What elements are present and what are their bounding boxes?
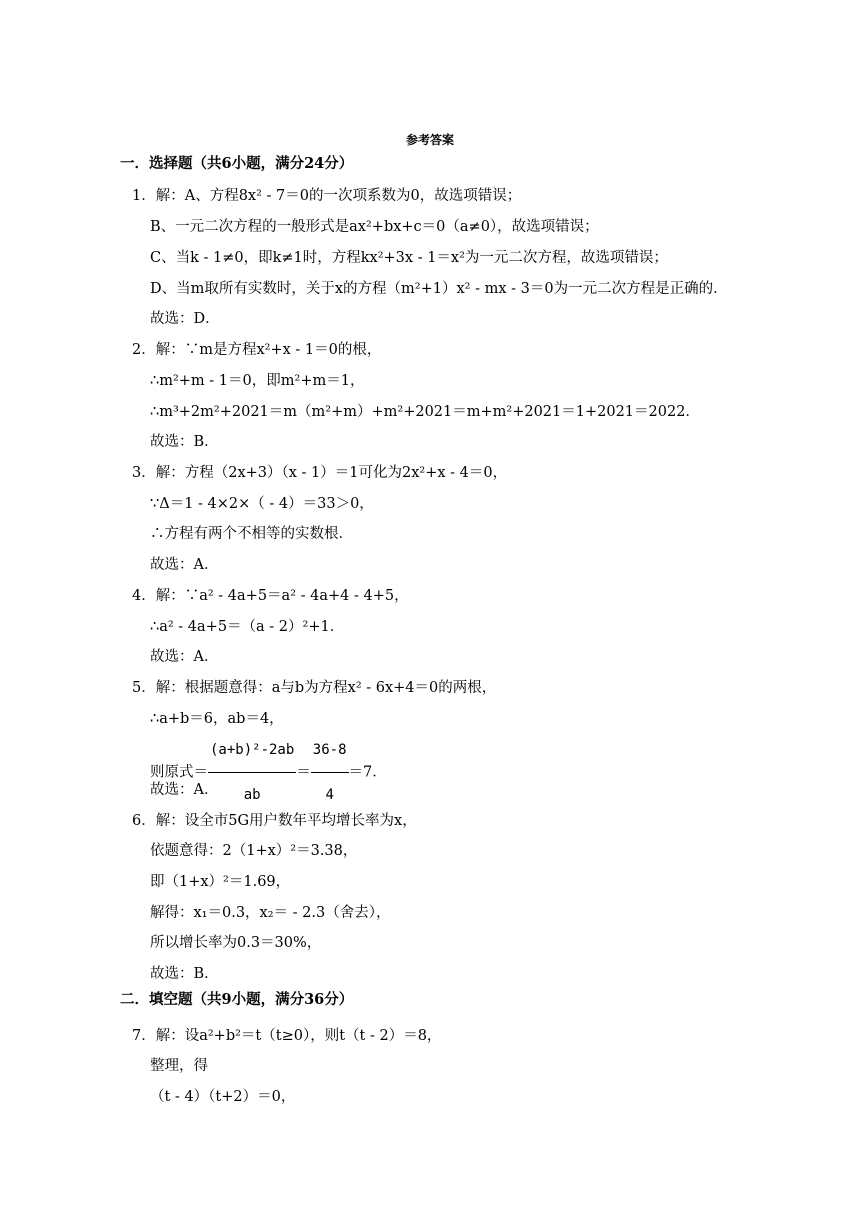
q5-fraction-2-denominator: 4 xyxy=(325,787,334,803)
q6-line-3: 即（1+x）²＝1.69， xyxy=(150,874,291,890)
q5-fraction-1-numerator: (a+b)²-2ab xyxy=(208,730,296,773)
q1-line-2: B、一元二次方程的一般形式是ax²+bx+c＝0（a≠0），故选项错误； xyxy=(150,219,599,235)
q4-line-1: 4．解：∵a² - 4a+5＝a² - 4a+4 - 4+5， xyxy=(132,588,409,604)
q5-formula-prefix: 则原式＝ xyxy=(150,764,208,781)
q2-line-3: ∴m³+2m²+2021＝m（m²+m）+m²+2021＝m+m²+2021＝1+2021＝2022． xyxy=(150,404,700,420)
q5-line-2: ∴a+b＝6，ab＝4， xyxy=(150,711,284,727)
q6-line-4: 解得：x₁＝0.3，x₂＝ - 2.3（舍去）， xyxy=(150,905,391,921)
q4-answer: 故选：A． xyxy=(150,649,219,665)
q3-line-2: ∵Δ＝1 - 4×2×（ - 4）＝33＞0， xyxy=(150,496,374,512)
q2-line-1: 2．解：∵m是方程x²+x - 1＝0的根， xyxy=(132,342,382,358)
q3-answer: 故选：A． xyxy=(150,557,219,573)
q6-answer: 故选：B． xyxy=(150,966,219,982)
q5-line-1: 5．解：根据题意得：a与b为方程x² - 6x+4＝0的两根， xyxy=(132,680,497,696)
q5-fraction-1-denominator: ab xyxy=(243,787,261,803)
q7-line-3: （t - 4）（t+2）＝0， xyxy=(150,1089,296,1105)
q7-line-2: 整理，得 xyxy=(150,1058,208,1074)
q2-line-2: ∴m²+m - 1＝0，即m²+m＝1， xyxy=(150,373,365,389)
q5-answer: 故选：A． xyxy=(150,782,219,798)
q6-line-5: 所以增长率为0.3＝30%， xyxy=(150,935,322,951)
q3-line-3: ∴方程有两个不相等的实数根． xyxy=(150,526,353,542)
page-title: 参考答案 xyxy=(405,133,454,147)
q5-equals: ＝ xyxy=(296,764,311,781)
q6-line-2: 依题意得：2（1+x）²＝3.38， xyxy=(150,843,358,859)
q4-line-2: ∴a² - 4a+5＝（a - 2）²+1． xyxy=(150,619,345,635)
q5-formula-line xyxy=(150,730,387,815)
q5-fraction-1 xyxy=(208,730,296,815)
section-heading-fill: 二．填空题（共9小题，满分36分） xyxy=(120,991,354,1008)
q6-line-1: 6．解：设全市5G用户数年平均增长率为x， xyxy=(132,813,417,829)
q1-line-4: D、当m取所有实数时，关于x的方程（m²+1）x² - mx - 3＝0为一元二次方程是正确的． xyxy=(150,281,728,297)
q2-answer: 故选：B． xyxy=(150,434,219,450)
q3-line-1: 3．解：方程（2x+3）（x - 1）＝1可化为2x²+x - 4＝0， xyxy=(132,465,508,481)
q5-result: ＝7． xyxy=(348,764,387,781)
q7-line-1: 7．解：设a²+b²＝t（t≥0），则t（t - 2）＝8， xyxy=(132,1028,442,1044)
q5-fraction-2 xyxy=(311,730,349,815)
q1-answer: 故选：D． xyxy=(150,311,220,327)
section-heading-choice: 一．选择题（共6小题，满分24分） xyxy=(120,155,354,172)
q1-line-3: C、当k - 1≠0，即k≠1时，方程kx²+3x - 1＝x²为一元二次方程，故选项错误； xyxy=(150,250,668,266)
q5-fraction-2-numerator: 36-8 xyxy=(311,730,349,773)
q1-line-1: 1．解：A、方程8x² - 7＝0的一次项系数为0，故选项错误； xyxy=(132,188,522,204)
